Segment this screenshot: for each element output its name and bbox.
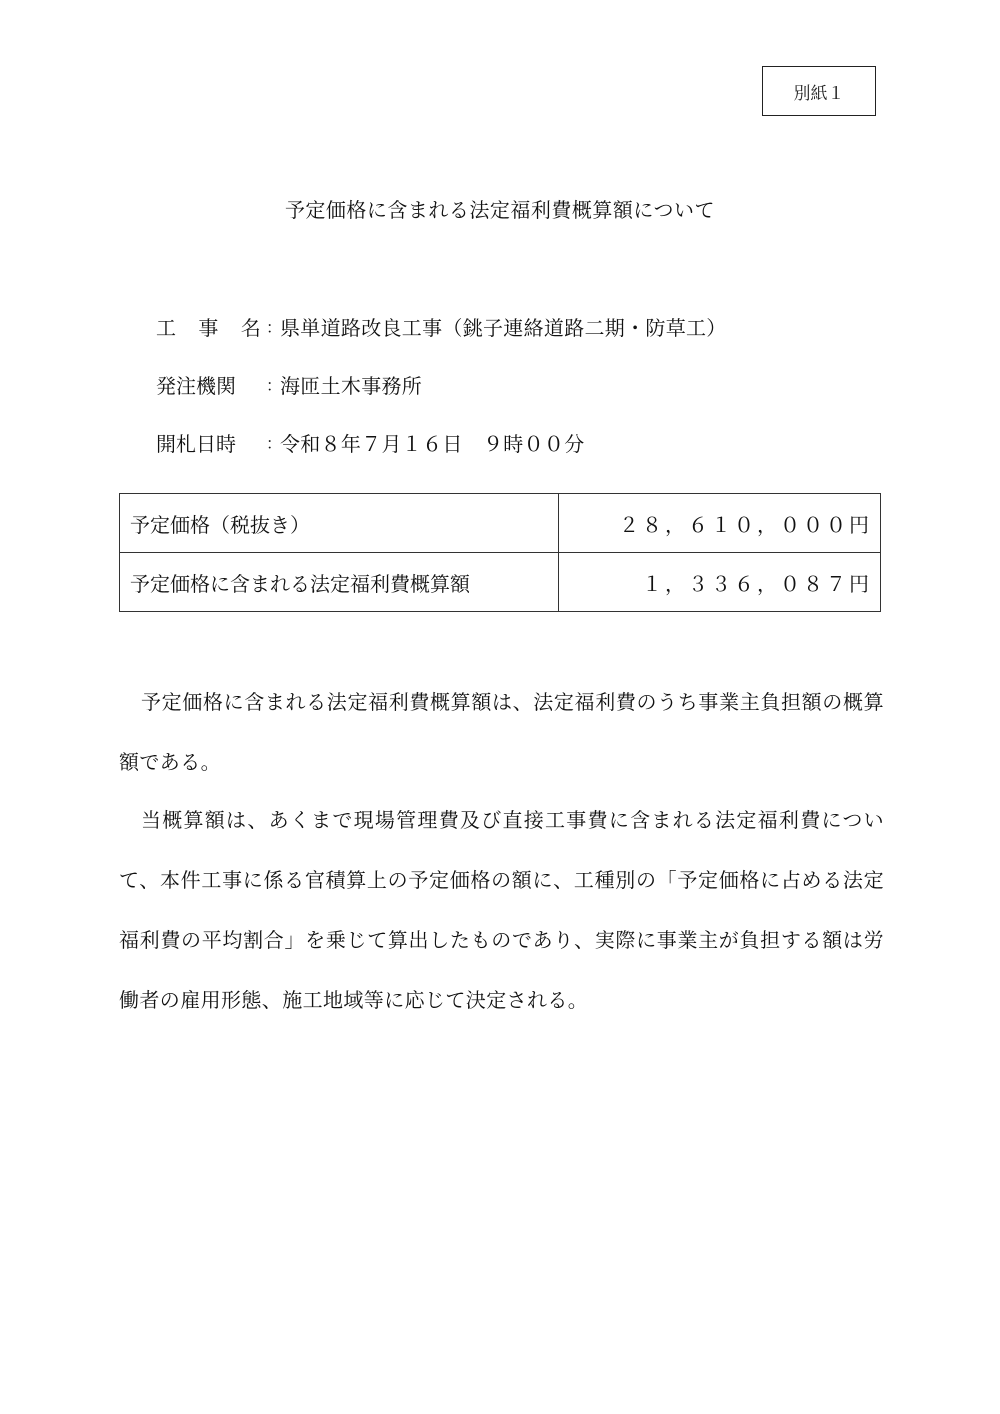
bid-datetime-row [156,427,585,457]
bid-datetime-separator: ： [266,433,283,453]
agency-label: 発注機関 [156,373,236,398]
project-name-row [156,311,727,341]
explanation-paragraph-1: 予定価格に含まれる法定福利費概算額は、法定福利費のうち事業主負担額の概算額である。 [119,690,884,774]
project-name-label: 工 事 名 [156,315,269,340]
price-table [119,493,881,612]
bid-datetime-label: 開札日時 [156,431,236,456]
welfare-cost-amount: １，３３６，０８７円 [559,553,881,612]
explanation-paragraph-2: 当概算額は、あくまで現場管理費及び直接工事費に含まれる法定福利費について、本件工事に係る官積算上の予定価格の額に、工種別の「予定価格に占める法定福利費の平均割合」を乗じて算出したものであり、実際に事業主が負担する額は労働者の雇用形態、施工地域等に応じて決定される。 [119,808,884,1012]
project-name-separator: ： [266,317,283,337]
bid-datetime-value: 令和８年７月１６日 ９時００分 [280,431,585,456]
agency-separator: ： [266,375,283,395]
agency-row [156,369,422,399]
table-row [120,494,881,553]
project-name-value: 県単道路改良工事（銚子連絡道路二期・防草工） [280,315,727,340]
table-row [120,553,881,612]
estimated-price-amount: ２８，６１０，０００円 [559,494,881,553]
agency-value: 海匝土木事務所 [280,373,423,398]
document-title: 予定価格に含まれる法定福利費概算額について [284,198,716,222]
welfare-cost-label: 予定価格に含まれる法定福利費概算額 [120,553,559,612]
attachment-label: 別紙１ [762,66,876,116]
estimated-price-label: 予定価格（税抜き） [120,494,559,553]
